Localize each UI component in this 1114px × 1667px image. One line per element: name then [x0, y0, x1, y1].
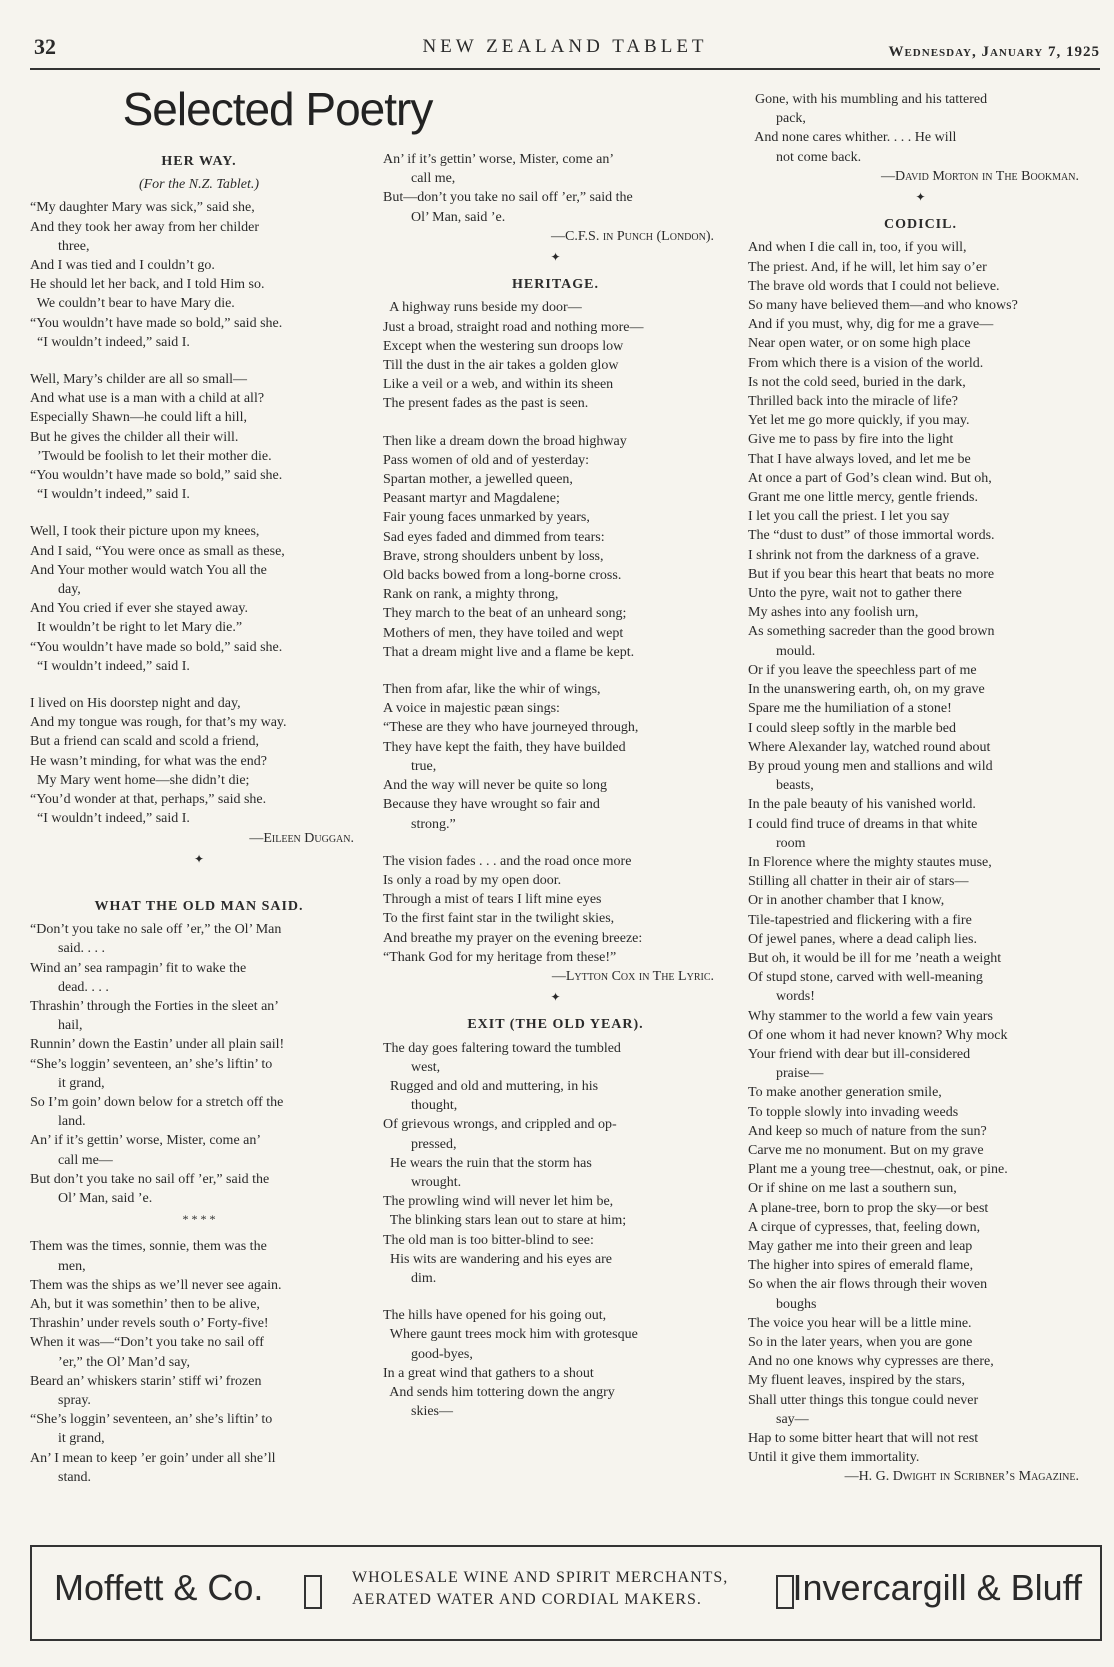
poem-title: EXIT (THE OLD YEAR).	[467, 1017, 644, 1033]
poem-line: dim.	[383, 1270, 437, 1286]
poem-line: Or if shine on me last a southern sun,	[748, 1181, 957, 1197]
poem-line: In the pale beauty of his vanished world.	[748, 797, 976, 813]
poem-line: The vision fades . . . and the road once more	[383, 853, 632, 869]
poem-line: Until it give them immortality.	[748, 1450, 920, 1466]
poem-credit: —H. G. Dwight in Scribner’s Magazine.	[844, 1469, 1079, 1485]
poem-line: “I wouldn’t indeed,” said I.	[30, 334, 190, 350]
poem-line: Shall utter things this tongue could never	[748, 1392, 979, 1408]
poem-line: Thrashin’ through the Forties in the sleet an’	[30, 998, 279, 1014]
poem-line: Tile-tapestried and flickering with a fire	[748, 912, 972, 928]
poem-line: Thrashin’ under revels south o’ Forty-five!	[30, 1316, 269, 1332]
poem-line: An’ if it’s gettin’ worse, Mister, come an’	[383, 152, 615, 167]
poem-line: I shrink not from the darkness of a grave.	[748, 547, 980, 563]
poem-line: So when the air flows through their woven	[748, 1277, 988, 1293]
poem-line: Like a veil or a web, and within its sheen	[383, 377, 614, 393]
poem-line: strong.”	[383, 816, 456, 832]
ornament: ✦	[550, 250, 561, 265]
poem-line: Because they have wrought so fair and	[383, 797, 600, 813]
poem-line: Grant me one little mercy, gentle friends.	[748, 490, 979, 506]
poem-line: I could find truce of dreams in that white	[748, 816, 978, 832]
poem-line: ’Twould be foolish to let their mother die.	[30, 448, 272, 464]
poem-line: three,	[30, 238, 90, 254]
poem-line: As something sacreder than the good brown	[748, 624, 995, 640]
poem-line: west,	[383, 1059, 441, 1075]
poem-line: say—	[748, 1411, 809, 1427]
poem-subtitle: (For the N.Z. Tablet.)	[138, 177, 260, 193]
poem-line: But don’t you take no sail off ’er,” said the	[30, 1171, 270, 1187]
section-title: Selected Poetry	[122, 83, 433, 135]
poem-line: boughs	[748, 1296, 817, 1312]
poem-line: The brave old words that I could not believe.	[748, 278, 1000, 294]
poem-line: But if you bear this heart that beats no more	[748, 566, 995, 582]
ad-description-line-2: AERATED WATER AND CORDIAL MAKERS.	[352, 1591, 702, 1608]
poem-line: Your friend with dear but ill-considered	[748, 1046, 971, 1062]
poem-title: HERITAGE.	[512, 277, 599, 293]
poem-line: skies—	[383, 1404, 453, 1420]
advertisement-banner	[30, 1545, 1102, 1641]
poem-line: “You wouldn’t have made so bold,” said she.	[30, 468, 283, 484]
poem-line: The voice you hear will be a little mine.	[748, 1315, 972, 1331]
poem-line: In the unanswering earth, oh, on my grave	[748, 682, 985, 698]
poem-credit: —Eileen Duggan.	[249, 830, 354, 846]
poem-line: Where gaunt trees mock him with grotesque	[383, 1327, 638, 1343]
publication-title: NEW ZEALAND TABLET	[422, 36, 708, 57]
poem-line: Or if you leave the speechless part of me	[748, 662, 977, 678]
poem-line: “I wouldn’t indeed,” said I.	[30, 811, 190, 827]
poem-line: His wits are wandering and his eyes are	[383, 1251, 612, 1267]
stanza-gap	[383, 414, 728, 432]
poem-line: But a friend can scald and scold a friend,	[30, 734, 259, 750]
poem-line: Fair young faces unmarked by years,	[383, 510, 590, 526]
poem-line: pressed,	[383, 1136, 457, 1152]
poem-line: A highway runs beside my door—	[383, 300, 582, 316]
poem-line: wrought.	[383, 1174, 462, 1190]
poem-line: day,	[30, 582, 81, 598]
poem-line: Peasant martyr and Magdalene;	[383, 491, 560, 507]
poem-title: HER WAY.	[161, 154, 237, 169]
poem-line: And I was tied and I couldn’t go.	[30, 258, 215, 274]
poem-line: “She’s loggin’ seventeen, an’ she’s liftin’ to	[30, 1412, 273, 1428]
poem-line: When it was—“Don’t you take no sail off	[30, 1335, 264, 1351]
poem-line: That a dream might live and a flame be kept.	[383, 644, 635, 660]
poem-line: “I wouldn’t indeed,” said I.	[30, 487, 190, 503]
poem-line: “Thank God for my heritage from these!”	[383, 949, 617, 965]
poem-line: “You wouldn’t have made so bold,” said she.	[30, 315, 283, 331]
poem-line: Plant me a young tree—chestnut, oak, or pine.	[748, 1162, 1008, 1178]
poem-line: Brave, strong shoulders unbent by loss,	[383, 548, 604, 564]
poem-line: From which there is a vision of the world.	[748, 355, 984, 371]
poem-line: Mothers of men, they have toiled and wept	[383, 625, 624, 641]
poem-line: My Mary went home—she didn’t die;	[30, 772, 250, 788]
ornament: ✦	[550, 990, 561, 1005]
poem-line: Or in another chamber that I know,	[748, 893, 945, 909]
poem-line: “You’d wonder at that, perhaps,” said she.	[30, 792, 267, 808]
poem-line: “Don’t you take no sale off ’er,” the Ol’ Man	[30, 922, 282, 938]
page-header	[30, 30, 1100, 70]
poem-line: “You wouldn’t have made so bold,” said she.	[30, 639, 283, 655]
poem-line: The day goes faltering toward the tumbled	[383, 1040, 621, 1056]
ornament: ✦	[915, 190, 926, 205]
poem-line: The hills have opened for his going out,	[383, 1308, 607, 1324]
poem-line: praise—	[748, 1066, 824, 1082]
poem-line: “She’s loggin’ seventeen, an’ she’s liftin’ to	[30, 1056, 273, 1072]
poem-line: The “dust to dust” of those immortal words.	[748, 528, 995, 544]
poem-line: good-byes,	[383, 1346, 473, 1362]
poem-line: Why stammer to the world a few vain years	[748, 1008, 993, 1024]
poem-line: Runnin’ down the Eastin’ under all plain sail!	[30, 1037, 285, 1053]
ad-description-line-1: WHOLESALE WINE AND SPIRIT MERCHANTS,	[352, 1569, 729, 1586]
poem-line: I lived on His doorstep night and day,	[30, 696, 241, 712]
stanza-gap	[383, 662, 728, 680]
poem-line: To the first faint star in the twilight skies,	[383, 911, 615, 927]
poem-line: And my tongue was rough, for that’s my way.	[30, 715, 287, 731]
poem-line: Beard an’ whiskers starin’ stiff wi’ frozen	[30, 1373, 262, 1389]
column-3	[748, 90, 1093, 1487]
poem-line: And keep so much of nature from the sun?	[748, 1123, 987, 1139]
poem-line: And what use is a man with a child at all?	[30, 391, 265, 407]
poem-line: true,	[383, 758, 437, 774]
poem-line: The blinking stars lean out to stare at him;	[383, 1213, 627, 1229]
ornament: * * * *	[182, 1212, 216, 1227]
poem-line: Of jewel panes, where a dead caliph lies.	[748, 931, 977, 947]
poem-line: Gone, with his mumbling and his tattered	[748, 92, 988, 107]
poem-line: Is not the cold seed, buried in the dark,	[748, 374, 966, 390]
poem-line: And I said, “You were once as small as these,	[30, 543, 285, 559]
ad-company-name: Moffett & Co.	[54, 1567, 264, 1608]
poem-line: And if you must, why, dig for me a grave—	[748, 317, 994, 333]
poem-line: A voice in majestic pæan sings:	[383, 701, 560, 717]
poem-line: It wouldn’t be right to let Mary die.”	[30, 620, 243, 636]
stanza-gap	[383, 834, 728, 852]
poem-line: An’ I mean to keep ’er goin’ under all she’ll	[30, 1450, 276, 1466]
poem-line: Stilling all chatter in their air of stars—	[748, 874, 969, 890]
poem-line: And when I die call in, too, if you will,	[748, 240, 967, 256]
ad-ornament	[776, 1575, 794, 1609]
poem-line: Wind an’ sea rampagin’ fit to wake the	[30, 960, 247, 976]
poem-line: pack,	[748, 111, 806, 127]
poem-line: Of stupd stone, carved with well-meaning	[748, 970, 983, 986]
page-number: 32	[34, 34, 56, 59]
poem-line: Ol’ Man, said ’e.	[30, 1190, 153, 1206]
poem-line: said. . . .	[30, 941, 106, 957]
poem-line: By proud young men and stallions and wild	[748, 758, 993, 774]
poem-line: I could sleep softly in the marble bed	[748, 720, 956, 736]
poem-line: not come back.	[748, 149, 862, 165]
poem-line: Rugged and old and muttering, in his	[383, 1078, 599, 1094]
poem-line: land.	[30, 1114, 86, 1130]
poem-line: thought,	[383, 1098, 458, 1114]
poem-line: An’ if it’s gettin’ worse, Mister, come an’	[30, 1133, 262, 1149]
poem-line: May gather me into their green and leap	[748, 1238, 973, 1254]
poem-line: Well, I took their picture upon my knees,	[30, 524, 260, 540]
column-1	[30, 150, 368, 1487]
poem-line: A cirque of cypresses, that, feeling down,	[748, 1219, 981, 1235]
poem-line: They have kept the faith, they have builded	[383, 739, 626, 755]
poem-title: CODICIL.	[884, 217, 957, 233]
poem-line: spray.	[30, 1392, 91, 1408]
poem-line: “I wouldn’t indeed,” said I.	[30, 658, 190, 674]
poem-line: They march to the beat of an unheard song;	[383, 606, 627, 622]
poem-line: The priest. And, if he will, let him say o’er	[748, 259, 987, 275]
poem-line: dead. . . .	[30, 979, 109, 995]
poem-line: But—don’t you take no sail off ’er,” said the	[383, 190, 633, 206]
poem-line: room	[748, 835, 806, 851]
poem-line: stand.	[30, 1469, 92, 1485]
poem-line: Through a mist of tears I lift mine eyes	[383, 892, 602, 908]
poem-line: So in the later years, when you are gone	[748, 1335, 973, 1350]
poem-line: Them was the times, sonnie, them was the	[30, 1239, 267, 1255]
poem-line: But oh, it would be ill for me ’neath a weight	[748, 950, 1002, 966]
poem-line: The present fades as the past is seen.	[383, 396, 589, 412]
ad-locations: Invercargill & Bluff	[792, 1567, 1082, 1608]
poem-line: Just a broad, straight road and nothing more—	[383, 319, 644, 335]
ornament: ✦	[193, 851, 205, 866]
poem-line: men,	[30, 1258, 86, 1274]
ad-ornament	[304, 1575, 322, 1609]
poem-line: That I have always loved, and let me be	[748, 451, 971, 467]
stanza-gap	[30, 352, 368, 370]
poem-credit: —David Morton in The Bookman.	[881, 168, 1079, 184]
poem-line: So many have believed them—and who knows?	[748, 298, 1018, 314]
poem-line: Give me to pass by fire into the light	[748, 432, 954, 448]
poem-line: And no one knows why cypresses are there,	[748, 1354, 994, 1370]
stanza-gap	[30, 676, 368, 694]
poem-line: Of grievous wrongs, and crippled and op-	[383, 1117, 617, 1133]
poem-line: Spartan mother, a jewelled queen,	[383, 472, 573, 488]
poem-line: The prowling wind will never let him be,	[383, 1194, 614, 1210]
poem-line: And breathe my prayer on the evening breeze:	[383, 930, 643, 946]
poem-line: In Florence where the mighty stautes muse,	[748, 854, 992, 870]
poem-line: He wasn’t minding, for what was the end?	[30, 753, 267, 769]
poem-line: At once a part of God’s clean wind. But oh,	[748, 470, 992, 486]
poem-line: In a great wind that gathers to a shout	[383, 1365, 594, 1381]
poem-line: beasts,	[748, 778, 814, 794]
poem-line: And none cares whither. . . . He will	[748, 130, 957, 146]
poem-line: call me,	[383, 171, 456, 187]
poem-line: To topple slowly into invading weeds	[748, 1104, 959, 1120]
poem-line: But he gives the childer all their will.	[30, 429, 239, 445]
poem-line: My ashes into any foolish urn,	[748, 605, 919, 621]
poem-line: Is only a road by my open door.	[383, 872, 562, 888]
poem-title: WHAT THE OLD MAN SAID.	[94, 898, 304, 914]
poem-line: Especially Shawn—he could lift a hill,	[30, 410, 247, 426]
poem-line: Them was the ships as we’ll never see again.	[30, 1277, 282, 1293]
stanza-gap	[30, 877, 368, 895]
poem-line: Then from afar, like the whir of wings,	[383, 682, 601, 698]
stanza-gap	[30, 504, 368, 522]
poem-line: And sends him tottering down the angry	[383, 1384, 615, 1400]
poem-line: And Your mother would watch You all the	[30, 562, 267, 578]
poem-line: Then like a dream down the broad highway	[383, 433, 627, 449]
poem-line: Near open water, or on some high place	[748, 336, 971, 352]
poem-line: words!	[748, 989, 815, 1005]
poem-line: I let you call the priest. I let you say	[748, 509, 950, 525]
poem-line: Where Alexander lay, watched round about	[748, 739, 991, 755]
poem-credit: —C.F.S. in Punch (London).	[551, 228, 714, 244]
poem-line: Of one whom it had never known? Why mock	[748, 1027, 1008, 1043]
poem-line: Till the dust in the air takes a golden glow	[383, 358, 619, 374]
poem-line: Hap to some bitter heart that will not rest	[748, 1431, 979, 1447]
poem-line: We couldn’t bear to have Mary die.	[30, 296, 235, 312]
ad-description	[352, 1567, 772, 1611]
poem-line: Ol’ Man, said ’e.	[383, 209, 506, 225]
poem-line: Carve me no monument. But on my grave	[748, 1142, 984, 1158]
stanza-gap	[383, 1288, 728, 1306]
poem-line: Spare me the humiliation of a stone!	[748, 701, 952, 717]
poem-line: hail,	[30, 1018, 83, 1034]
poem-line: Old backs bowed from a long-borne cross.	[383, 568, 622, 584]
issue-date: Wednesday, January 7, 1925	[888, 44, 1100, 60]
poem-line: The higher into spires of emerald flame,	[748, 1258, 974, 1274]
poem-line: Rank on rank, a mighty throng,	[383, 587, 559, 603]
poem-line: it grand,	[30, 1075, 105, 1091]
poem-line: And the way will never be quite so long	[383, 778, 607, 794]
poem-line: Sad eyes faded and dimmed from tears:	[383, 529, 605, 545]
poem-line: mould.	[748, 643, 816, 659]
poem-line: Pass women of old and of yesterday:	[383, 452, 590, 468]
poem-line: it grand,	[30, 1431, 105, 1447]
poem-line: My fluent leaves, inspired by the stars,	[748, 1373, 965, 1389]
poem-line: ’er,” the Ol’ Man’d say,	[30, 1354, 190, 1370]
column-2	[383, 150, 728, 1421]
poem-line: A plane-tree, born to prop the sky—or best	[748, 1200, 989, 1216]
poem-line: Yet let me go more quickly, if you may.	[748, 413, 970, 429]
poem-line: The old man is too bitter-blind to see:	[383, 1232, 594, 1248]
poem-line: Thrilled back into the miracle of life?	[748, 394, 958, 410]
poem-line: And You cried if ever she stayed away.	[30, 601, 248, 617]
poem-line: So I’m goin’ down below for a stretch off the	[30, 1094, 284, 1110]
poem-line: Ah, but it was somethin’ then to be alive,	[30, 1296, 260, 1312]
poem-line: Unto the pyre, wait not to gather there	[748, 586, 962, 602]
poem-line: call me—	[30, 1152, 113, 1168]
poem-line: “These are they who have journeyed through,	[383, 720, 639, 736]
poem-line: He should let her back, and I told Him so.	[30, 277, 265, 293]
poem-line: “My daughter Mary was sick,” said she,	[30, 200, 255, 216]
poem-line: And they took her away from her childer	[30, 219, 259, 235]
poem-credit: —Lytton Cox in The Lyric.	[551, 968, 714, 984]
poem-line: He wears the ruin that the storm has	[383, 1155, 592, 1171]
poem-line: Well, Mary’s childer are all so small—	[30, 372, 247, 388]
poem-line: To make another generation smile,	[748, 1085, 942, 1101]
poem-line: Except when the westering sun droops low	[383, 338, 624, 354]
